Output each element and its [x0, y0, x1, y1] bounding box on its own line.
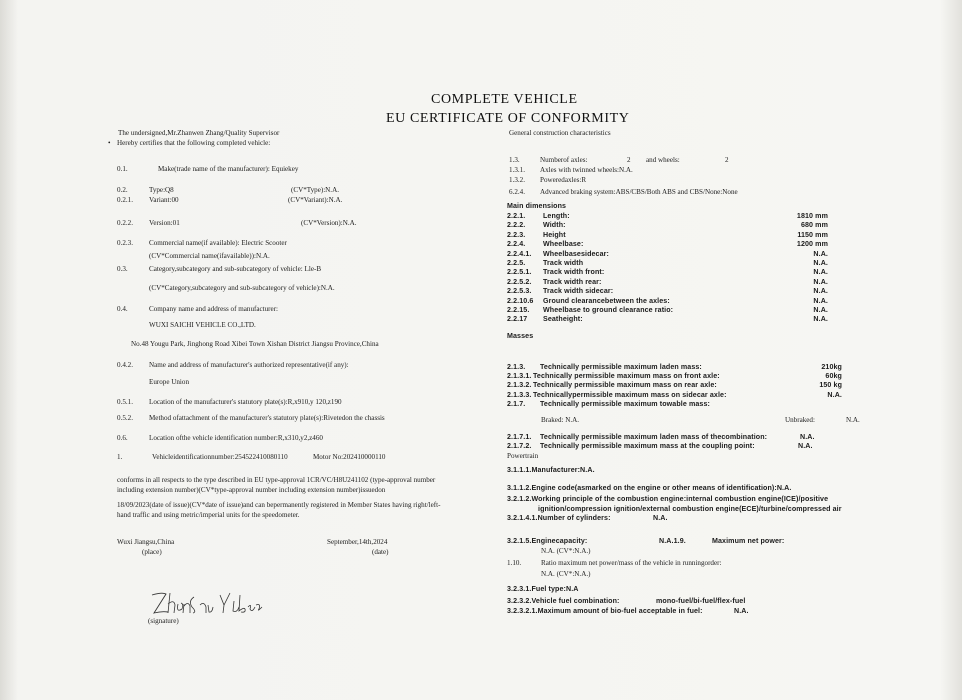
- row-3-2-1-4-1-value: N.A.: [653, 514, 668, 522]
- row-1-3-num: 1.3.: [509, 156, 520, 164]
- dim-value: N.A.: [813, 296, 828, 305]
- mass-value: 60kg: [825, 372, 842, 381]
- row-2-1-7-2-value: N.A.: [798, 442, 813, 450]
- row-0-4-num: 0.4.: [117, 305, 128, 313]
- dim-value: 1200 mm: [796, 240, 828, 249]
- mass-label: Technically permissible maximum laden mass:: [540, 363, 702, 371]
- mass-label: Technically permissible maximum mass on rear axle:: [533, 381, 717, 390]
- dim-value: N.A.: [813, 277, 828, 286]
- row-2-1-7-2-label: Technically permissible maximum mass at the coupling point:: [540, 442, 755, 450]
- mass-label: Technicallypermissible maximum mass on sidecar axle:: [533, 390, 727, 399]
- dim-num: 2.2.1.: [507, 212, 526, 220]
- row-0-1-text: Make(trade name of the manufacturer): Equiekey: [158, 165, 299, 173]
- row-1-num: 1.: [117, 453, 123, 461]
- dim-num: 2.2.4.1.: [507, 249, 532, 258]
- dim-num: 2.2.5.3.: [507, 287, 532, 296]
- row-3-2-1-4-1: 3.2.1.4.1.Number of cylinders:: [507, 514, 611, 522]
- row-0-2-1-num: 0.2.1.: [117, 196, 133, 204]
- row-0-2-2-text: Version:01: [149, 219, 180, 227]
- motor-number: Motor No:202410000110: [313, 453, 386, 461]
- row-1-3-1-text: Axles with twinned wheels:N.A.: [540, 166, 633, 174]
- braked-text: Braked: N.A.: [541, 416, 580, 424]
- dim-value: 680 mm: [800, 221, 828, 230]
- row-3-2-1-2-line1: 3.2.1.2.Working principle of the combustion engine:internal combustion engine(ICE)/positive: [507, 495, 829, 503]
- row-1-10-num: 1.10.: [507, 559, 522, 567]
- row-3-2-1-5-value: N.A.1.9.: [659, 537, 686, 545]
- dim-num: 2.2.10.6: [507, 296, 534, 305]
- mass-num: 2.1.3.1.: [507, 372, 532, 381]
- dim-num: 2.2.2.: [507, 221, 526, 230]
- row-1-3-2-text: Poweredaxles:R: [540, 176, 587, 184]
- axles-count: 2: [627, 156, 631, 164]
- dim-num: 2.2.3.: [507, 230, 526, 239]
- mass-num: 2.1.3.3.: [507, 390, 532, 399]
- dim-label: Length:: [543, 212, 570, 220]
- dim-label: Track width sidecar:: [543, 287, 614, 296]
- row-0-5-1-text: Location of the manufacturer's statutory plate(s):R,x910,y 120,z190: [149, 398, 342, 406]
- dim-num: 2.2.15.: [507, 306, 530, 314]
- dim-num: 2.2.17: [507, 315, 528, 324]
- conforms-line-2: including extension number)(CV*type-approval number including extension number)issuedon: [117, 486, 386, 494]
- dim-value: N.A.: [813, 315, 828, 324]
- masses-heading: Masses: [507, 332, 534, 340]
- dim-value: 1150 mm: [797, 230, 828, 239]
- row-3-2-3-2: 3.2.3.2.Vehicle fuel combination:: [507, 597, 620, 605]
- dim-label: Wheelbase to ground clearance ratio:: [543, 306, 674, 314]
- dim-value: N.A.: [813, 287, 828, 296]
- row-0-5-1-num: 0.5.1.: [117, 398, 133, 406]
- vin-text: Vehicleidentificationnumber:254522410080110: [152, 453, 288, 461]
- row-0-2-cv: (CV*Type):N.A.: [291, 186, 339, 194]
- row-0-2-3-num: 0.2.3.: [117, 239, 133, 247]
- row-0-6-num: 0.6.: [117, 434, 128, 442]
- mass-num: 2.1.7.: [507, 399, 526, 408]
- dim-label: Seatheight:: [543, 315, 583, 324]
- place: Wuxi Jiangsu,China: [117, 538, 175, 546]
- dim-label: Wheelbasesidecar:: [543, 249, 609, 258]
- dim-num: 2.2.5.1.: [507, 268, 532, 277]
- row-1-10-value: N.A. (CV*:N.A.): [541, 570, 591, 578]
- dim-value: 1810 mm: [796, 212, 828, 220]
- dim-num: 2.2.4.: [507, 240, 526, 249]
- dim-label: Ground clearancebetween the axles:: [543, 296, 670, 305]
- mass-value: 150 kg: [819, 381, 842, 390]
- row-0-2-3-text: Commercial name(if available): Electric Scooter: [149, 239, 287, 247]
- row-0-2-3-cv: (CV*Commercial name(ifavailable)):N.A.: [149, 252, 270, 260]
- row-2-1-7-1-label: Technically permissible maximum laden mass of thecombination:: [540, 433, 768, 441]
- wheels-count: 2: [725, 156, 729, 164]
- row-0-3-num: 0.3.: [117, 265, 128, 273]
- row-0-3-text: Category,subcategory and sub-subcategory of vehicle: Lle-B: [149, 265, 322, 273]
- mass-label: Technically permissible maximum towable mass:: [540, 399, 710, 408]
- row-2-1-7-1-num: 2.1.7.1.: [507, 433, 532, 441]
- row-0-1-num: 0.1.: [117, 165, 128, 173]
- place-label: (place): [142, 548, 162, 556]
- row-2-1-7-2-num: 2.1.7.2.: [507, 442, 532, 450]
- row-0-2-text: Type:Q8: [149, 186, 174, 194]
- intro-line1: The undersigned,Mr.Zhanwen Zhang/Quality Supervisor: [118, 129, 280, 137]
- manufacturer-name: WUXI SAICHI VEHICLE CO.,LTD.: [149, 321, 256, 329]
- unbraked-value: N.A.: [846, 416, 860, 424]
- row-0-2-1-text: Variant:00: [149, 196, 179, 204]
- wheels-label: and wheels:: [646, 156, 680, 164]
- powertrain-heading: Powertrain: [507, 452, 539, 460]
- row-2-1-7-1-value: N.A.: [800, 433, 815, 441]
- conforms-line-4: hand traffic and using metric/imperial units for the speedometer.: [117, 511, 300, 519]
- row-1-3-text: Numberof axles:: [540, 156, 588, 164]
- row-1-10-text: Ratio maximum net power/mass of the vehicle in runningorder:: [541, 559, 722, 567]
- dim-value: N.A.: [813, 259, 828, 267]
- date: September,14th,2024: [327, 538, 388, 546]
- dim-label: Height: [543, 230, 566, 239]
- mass-num: 2.1.3.: [507, 363, 526, 371]
- dim-label: Width:: [543, 221, 566, 230]
- row-0-5-2-num: 0.5.2.: [117, 414, 133, 422]
- title-line1: COMPLETE VEHICLE: [431, 92, 578, 107]
- row-6-2-4-text: Advanced braking system:ABS/CBS/Both ABS and CBS/None:None: [540, 188, 738, 196]
- row-0-4-2-text: Name and address of manufacturer's authorized representative(if any):: [149, 361, 349, 369]
- handwritten-signature: [148, 587, 268, 621]
- row-0-3-cv: (CV*Category,subcategory and sub-subcategory of vehicle):N.A.: [149, 284, 335, 292]
- conforms-line-3: 18/09/2023(date of issue)(CV*date of issue)and can bepermanently registered in Member States having right/left-: [117, 501, 441, 509]
- dim-label: Track width rear:: [543, 277, 602, 286]
- dim-label: Track width front:: [543, 268, 605, 277]
- row-3-1-1-1: 3.1.1.1.Manufacturer:N.A.: [507, 466, 595, 474]
- row-0-4-2-value: Europe Union: [149, 378, 189, 386]
- row-0-4-text: Company name and address of manufacturer:: [149, 305, 279, 313]
- row-1-3-1-num: 1.3.1.: [509, 166, 525, 174]
- max-net-power-value: N.A. (CV*:N.A.): [541, 547, 591, 555]
- row-0-2-2-num: 0.2.2.: [117, 219, 133, 227]
- row-3-1-1-2: 3.1.1.2.Engine code(asmarked on the engine or other means of identification):N.A.: [507, 484, 792, 492]
- unbraked-label: Unbraked:: [785, 416, 815, 424]
- intro-bullet: •: [108, 139, 111, 147]
- row-3-2-3-2-1: 3.2.3.2.1.Maximum amount of bio-fuel acceptable in fuel:: [507, 607, 703, 615]
- max-net-power-label: Maximum net power:: [712, 537, 785, 545]
- main-dimensions-heading: Main dimensions: [507, 202, 567, 210]
- mass-label: Technically permissible maximum mass on front axle:: [533, 372, 720, 381]
- signature-label: (signature): [148, 617, 179, 625]
- row-3-2-1-5: 3.2.1.5.Enginecapacity:: [507, 537, 588, 545]
- row-3-2-1-2-line2: ignition/compression ignition/external combustion engine(ECE)/turbine/compressed air: [538, 505, 842, 513]
- dim-label: Track width: [543, 259, 584, 267]
- row-0-2-1-cv: (CV*Variant):N.A.: [288, 196, 343, 204]
- row-3-2-3-1: 3.2.3.1.Fuel type:N.A: [507, 585, 579, 593]
- row-0-2-2-cv: (CV*Version):N.A.: [301, 219, 357, 227]
- dim-value: N.A.: [813, 306, 828, 314]
- row-1-3-2-num: 1.3.2.: [509, 176, 525, 184]
- mass-num: 2.1.3.2.: [507, 381, 532, 390]
- general-heading: General construction characteristics: [509, 129, 611, 137]
- manufacturer-address: No.48 Yougu Park, Jinghong Road Xibei Town Xishan District Jiangsu Province,China: [131, 340, 379, 348]
- mass-value: N.A.: [827, 390, 842, 399]
- row-3-2-3-2-1-value: N.A.: [734, 607, 749, 615]
- mass-value: 210kg: [821, 363, 842, 371]
- dim-num: 2.2.5.: [507, 259, 526, 267]
- row-0-2-num: 0.2.: [117, 186, 128, 194]
- title-line2: EU CERTIFICATE OF CONFORMITY: [386, 111, 630, 126]
- dim-value: N.A.: [813, 268, 828, 277]
- row-0-6-text: Location ofthe vehicle identification number:R,x310,y2,z460: [149, 434, 323, 442]
- dim-label: Wheelbase:: [543, 240, 584, 249]
- dim-num: 2.2.5.2.: [507, 277, 532, 286]
- date-label: (date): [372, 548, 389, 556]
- intro-line2: Hereby certifies that the following completed vehicle:: [117, 139, 271, 147]
- dim-value: N.A.: [813, 249, 828, 258]
- row-3-2-3-2-value: mono-fuel/bi-fuel/flex-fuel: [656, 597, 746, 605]
- row-0-4-2-num: 0.4.2.: [117, 361, 133, 369]
- conforms-line-1: conforms in all respects to the type described in EU type-approval 1CR/VC/H8U241102 (type-approval number: [117, 476, 436, 484]
- row-0-5-2-text: Method ofattachment of the manufacturer's statutory plate(s):Rivetedon the chassis: [149, 414, 385, 422]
- row-6-2-4-num: 6.2.4.: [509, 188, 525, 196]
